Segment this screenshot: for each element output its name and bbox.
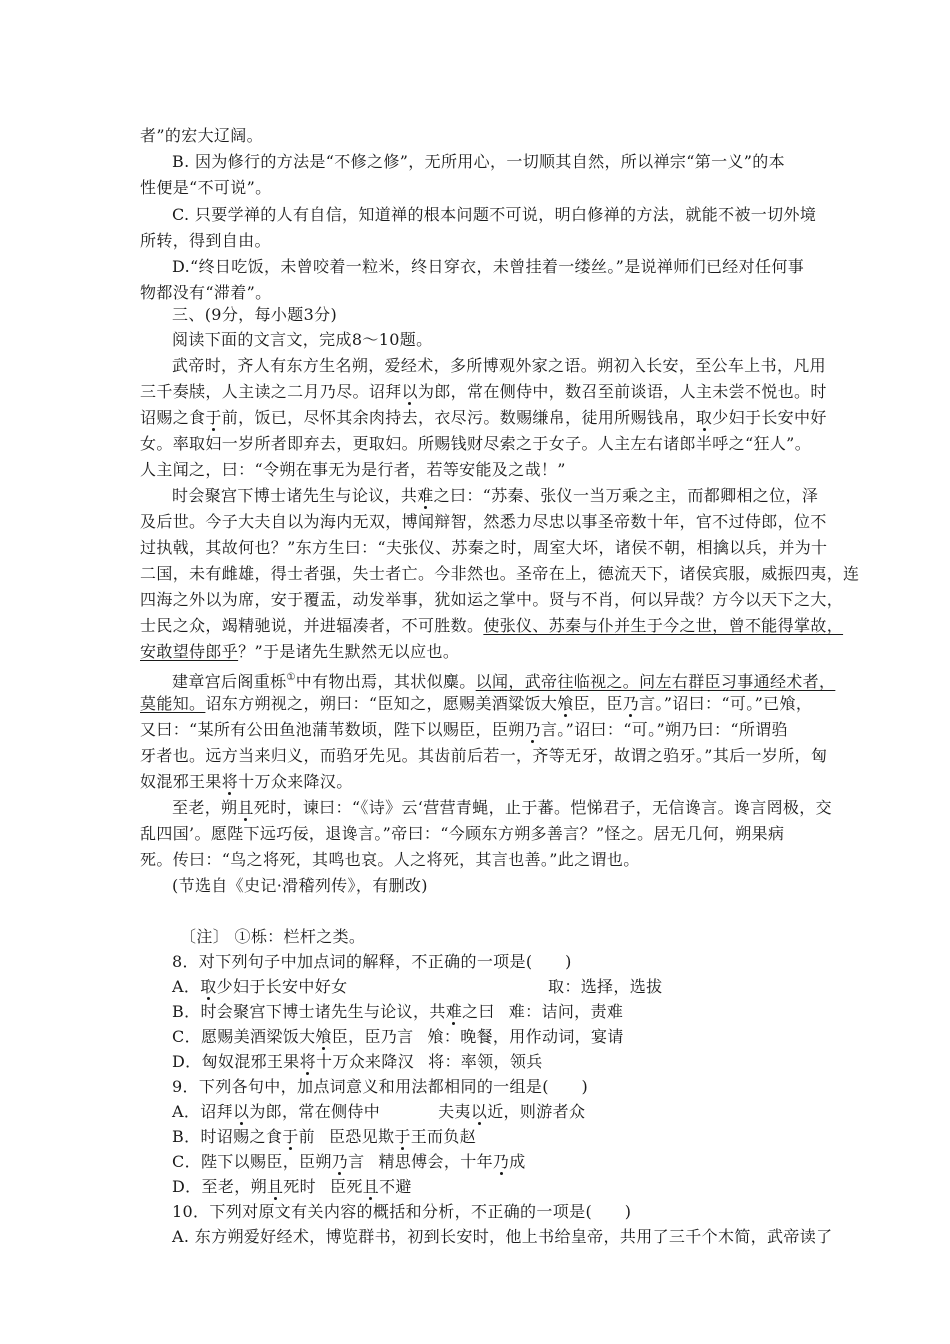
dotted-char: 取 bbox=[695, 408, 713, 427]
dotted-char: 于 bbox=[394, 1127, 411, 1146]
passage-line: 至老，朔且死时，谏曰：“《诗》云‘营营青蝇，止于蕃。恺悌君子，无信谗言。谗言罔极，交 bbox=[172, 798, 832, 817]
passage-line: 士民之众，竭精驰说，并进辐凑者，不可胜数。使张仪、苏秦与仆并生于今之世，曾不能得掌故， bbox=[140, 616, 844, 635]
dotted-char: 以 bbox=[401, 382, 418, 401]
source-citation: (节选自《史记·滑稽列传》，有删改) bbox=[172, 876, 428, 895]
section-heading: 三、(9分，每小题3分) bbox=[172, 305, 338, 324]
underlined-sentence: 以闻，武帝往临视之。问左右群臣习事通经术者， bbox=[475, 672, 836, 691]
dotted-char: 且 bbox=[237, 798, 254, 817]
passage-line: 又曰：“某所有公田鱼池蒲苇数顷，陛下以赐臣，臣朔乃言。”诏曰：“可。”朔乃曰：“所谓驺 bbox=[140, 720, 788, 739]
question-8-stem: 8．对下列句子中加点词的解释，不正确的一项是( ) bbox=[172, 952, 572, 971]
option-c-line: 所转，得到自由。 bbox=[140, 231, 271, 250]
option-c-line: C. 只要学禅的人有自信，知道禅的根本问题不可说，明白修禅的方法，就能不被一切外境 bbox=[172, 205, 817, 224]
question-9-option-b: B．时诏赐之食于前 臣恐见欺于王而负赵 bbox=[172, 1127, 477, 1146]
underlined-sentence: 使张仪、苏秦与仆并生于今之世，曾不能得掌故， bbox=[483, 616, 844, 635]
question-8-option-d: D．匈奴混邪王果将十万众来降汉 将：率领，领兵 bbox=[172, 1052, 543, 1071]
passage-line: 安敢望侍郎乎？”于是诸先生默然无以应也。 bbox=[140, 642, 460, 661]
question-8-option-a: A．取少妇于长安中好女 bbox=[172, 977, 348, 996]
passage-line: 者”的宏大辽阔。 bbox=[140, 126, 263, 145]
passage-line: 三千奏牍，人主读之二月乃尽。诏拜以为郎，常在侧侍中，数召至前谈语，人主未尝不悦也。时 bbox=[140, 382, 827, 401]
dotted-char: 飧 bbox=[557, 694, 574, 713]
dotted-char: 飧 bbox=[315, 1027, 332, 1046]
option-b-line: 性便是“不可说”。 bbox=[140, 178, 272, 197]
dotted-char: 将 bbox=[299, 1052, 316, 1071]
passage-line: 过执戟，其故何也？”东方生曰：“夫张仪、苏秦之时，周室大坏，诸侯不朝，相擒以兵，并为十 bbox=[140, 538, 828, 557]
passage-line: 二国，未有雌雄，得士者强，失士者亡。今非然也。圣帝在上，德流天下，诸侯宾服，威振四夷，连 bbox=[140, 564, 860, 583]
dotted-char: 且 bbox=[266, 1177, 284, 1196]
passage-line: 诏赐之食于前，饭已，尽怀其余肉持去，衣尽污。数赐缣帛，徒用所赐钱帛，取少妇于长安中好 bbox=[140, 408, 827, 427]
passage-line: 死。传曰：“鸟之将死，其鸣也哀。人之将死，其言也善。”此之谓也。 bbox=[140, 850, 640, 869]
question-8-option-c: C．愿赐美酒梁饭大飧臣，臣乃言 飧：晚餐，用作动词，宴请 bbox=[172, 1027, 624, 1046]
dotted-char: 于 bbox=[282, 1127, 299, 1146]
option-b-line: B. 因为修行的方法是“不修之修”，无所用心，一切顺其自然，所以禅宗“第一义”的本 bbox=[172, 152, 785, 171]
section-instruction: 阅读下面的文言文，完成8～10题。 bbox=[172, 330, 433, 349]
passage-line: 乱四国’。愿陛下远巧佞，退谗言。”帝曰：“今顾东方朔多善言？”怪之。居无几何，朔果病 bbox=[140, 824, 785, 843]
passage-line: 莫能知。诏东方朔视之，朔曰：“臣知之，愿赐美酒粱饭大飧臣，臣乃言。”诏曰：“可。”已飧， bbox=[140, 694, 813, 713]
dotted-char: 取 bbox=[200, 977, 217, 996]
dotted-char: 乃 bbox=[331, 1152, 349, 1171]
passage-line: 牙者也。远方当来归义，而驺牙先见。其齿前后若一，齐等无牙，故谓之驺牙。”其后一岁所，匈 bbox=[140, 746, 828, 765]
option-d-line: D.“终日吃饭，未曾咬着一粒米，终日穿衣，未曾挂着一缕丝。”是说禅师们已经对任何事 bbox=[172, 257, 805, 276]
question-9-option-d: D．至老，朔且死时 臣死且不避 bbox=[172, 1177, 412, 1196]
underlined-sentence: 莫能知。 bbox=[140, 694, 206, 713]
question-10-stem: 10．下列对原文有关内容的概括和分析，不正确的一项是( ) bbox=[172, 1202, 632, 1221]
passage-line: 及后世。今子大夫自以为海内无双，博闻辩智，然悉力尽忠以事圣帝数十年，官不过侍郎，位不 bbox=[140, 512, 827, 531]
dotted-char: 以 bbox=[470, 1102, 488, 1121]
dotted-char: 乃 bbox=[524, 720, 541, 739]
dotted-char: 将 bbox=[221, 772, 239, 791]
dotted-char: 以 bbox=[232, 1102, 250, 1121]
dotted-char: 于 bbox=[205, 408, 222, 427]
dotted-char: 难 bbox=[417, 486, 434, 505]
passage-line: 女。率取妇一岁所者即弃去，更取妇。所赐钱财尽索之于女子。人主左右诸郎半呼之“狂人”。 bbox=[140, 434, 812, 453]
dotted-char: 乃 bbox=[622, 694, 640, 713]
question-9-option-a: A．诏拜以为郎，常在侧侍中 夫夷以近，则游者众 bbox=[172, 1102, 586, 1121]
passage-line: 四海之外以为席，安于覆盂，动发举事，犹如运之掌中。贤与不肖，何以异哉？方今以天下之大， bbox=[140, 590, 844, 609]
dotted-char: 且 bbox=[362, 1177, 380, 1196]
underlined-sentence: 安敢望侍郎乎 bbox=[140, 642, 239, 661]
passage-line: 时会聚宫下博士诸先生与论议，共难之曰：“苏秦、张仪一当万乘之主，而都卿相之位，泽 bbox=[172, 486, 819, 505]
passage-line: 奴混邪王果将十万众来降汉。 bbox=[140, 772, 353, 791]
dotted-char: 乃 bbox=[492, 1152, 510, 1171]
question-8-option-a-explanation: 取：选择，选拔 bbox=[548, 977, 663, 996]
passage-line: 人主闻之，曰：“令朔在事无为是行者，若等安能及之哉！” bbox=[140, 460, 566, 479]
question-8-option-b: B．时会聚宫下博士诸先生与论议，共难之曰 难：诘问，责难 bbox=[172, 1002, 624, 1021]
passage-line: 武帝时，齐人有东方生名朔，爱经术，多所博观外家之语。朔初入长安，至公车上书，凡用 bbox=[172, 356, 827, 375]
footnote: 〔注〕 ①栎：栏杆之类。 bbox=[180, 927, 366, 946]
footnote-marker: ① bbox=[286, 672, 296, 683]
question-9-stem: 9．下列各句中，加点词意义和用法都相同的一组是( ) bbox=[172, 1077, 589, 1096]
passage-line: 建章宫后阁重栎①中有物出焉，其状似麋。以闻，武帝往临视之。问左右群臣习事通经术者， bbox=[172, 672, 836, 691]
dotted-char: 难 bbox=[445, 1002, 463, 1021]
option-d-line: 物都没有“滞着”。 bbox=[140, 283, 272, 302]
question-9-option-c: C．陛下以赐臣，臣朔乃言 精思傅会，十年乃成 bbox=[172, 1152, 526, 1171]
question-10-option-a: A. 东方朔爱好经术，博览群书，初到长安时，他上书给皇帝，共用了三千个木简，武帝读了 bbox=[172, 1227, 833, 1246]
